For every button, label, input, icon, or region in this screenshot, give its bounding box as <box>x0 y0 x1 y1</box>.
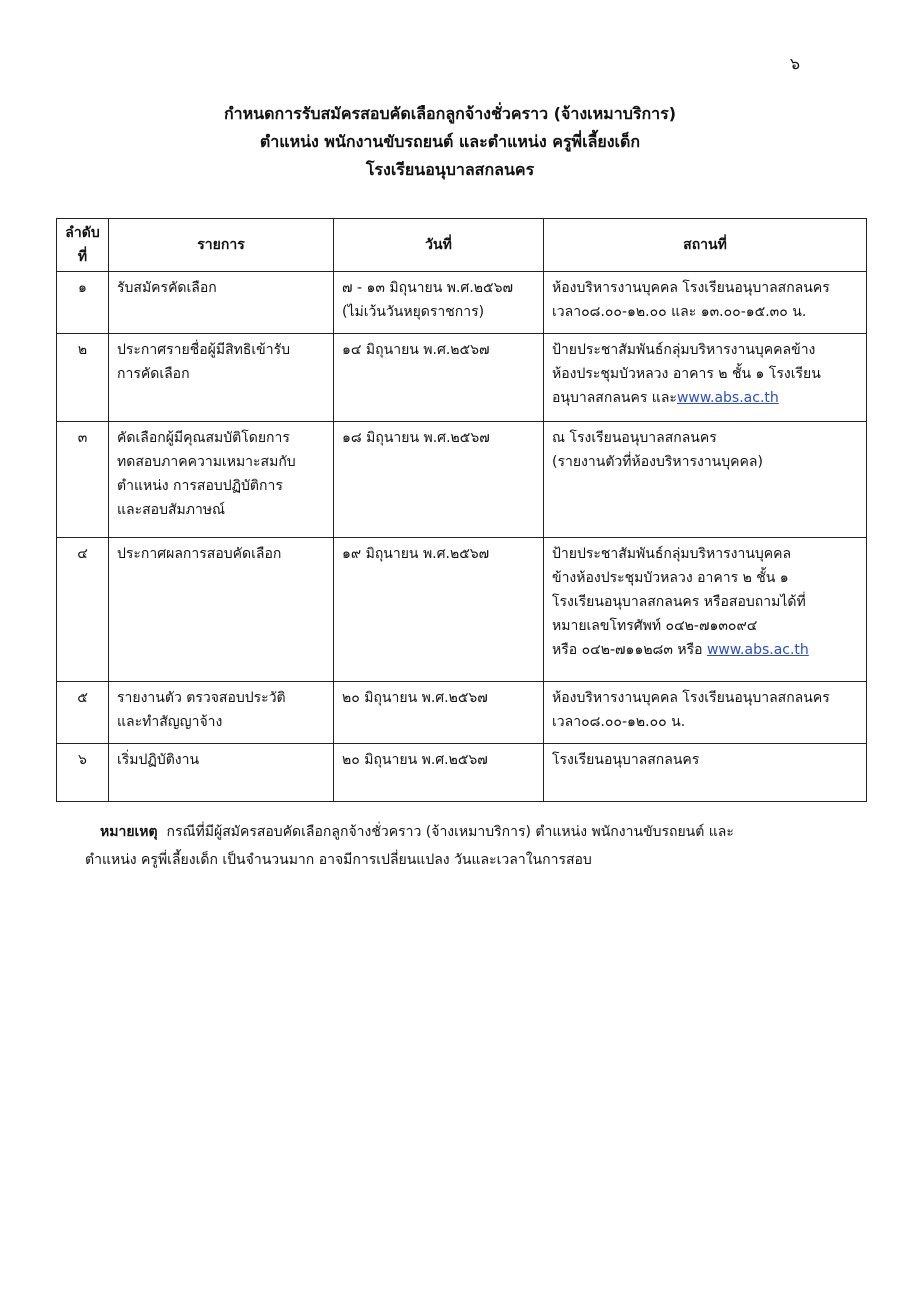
row-item-text: รายงานตัว ตรวจสอบประวัติ <box>117 690 286 706</box>
row-place-line <box>552 542 858 566</box>
row-item-line <box>117 362 325 386</box>
row-place-line <box>552 300 858 324</box>
row-place-text: ป้ายประชาสัมพันธ์กลุ่มบริหารงานบุคคล <box>552 546 792 562</box>
row-item-text: และทำสัญญาจ้าง <box>117 714 223 730</box>
row-place-line <box>552 450 858 474</box>
row-item-line <box>117 686 325 710</box>
row-place-cell <box>544 538 867 682</box>
row-place-text: ห้องบริหารงานบุคคล โรงเรียนอนุบาลสกลนคร <box>552 280 830 296</box>
header-date: วันที่ <box>334 219 544 272</box>
title-line-3: โรงเรียนอนุบาลสกลนคร <box>365 160 535 179</box>
website-link[interactable]: www.abs.ac.th <box>676 390 779 406</box>
row-place-text: หรือ ๐๔๒-๗๑๑๒๘๓ หรือ <box>552 642 707 658</box>
row-place-line <box>552 566 858 590</box>
header-no-line-2: ที่ <box>77 249 88 265</box>
row-place-text: อนุบาลสกลนคร และ <box>552 390 677 406</box>
note-text-1: กรณีที่มีผู้สมัครสอบคัดเลือกลูกจ้างชั่วคราว (จ้างเหมาบริการ) ตำแหน่ง พนักงานขับรถยนต์ และ <box>166 824 734 840</box>
row-item-cell <box>109 682 334 744</box>
row-item-line <box>117 338 325 362</box>
row-date-text: (ไม่เว้นวันหยุดราชการ) <box>342 304 485 320</box>
row-date-line <box>342 300 535 324</box>
row-place-line <box>552 426 858 450</box>
row-place-line <box>552 638 858 662</box>
schedule-body <box>57 272 867 802</box>
row-place-cell <box>544 272 867 334</box>
row-date-cell <box>334 744 544 802</box>
schedule-table <box>56 218 867 802</box>
row-item-line <box>117 474 325 498</box>
row-item-text: รับสมัครคัดเลือก <box>117 280 217 296</box>
row-place-cell <box>544 334 867 422</box>
row-place-line <box>552 710 858 734</box>
row-item-line <box>117 450 325 474</box>
row-place-text: เวลา๐๘.๐๐-๑๒.๐๐ น. <box>552 714 686 730</box>
row-date-text: ๑๙ มิถุนายน พ.ศ.๒๕๖๗ <box>342 546 490 562</box>
website-link[interactable]: www.abs.ac.th <box>706 642 809 658</box>
header-place: สถานที่ <box>544 219 867 272</box>
row-date-text: ๒๐ มิถุนายน พ.ศ.๒๕๖๗ <box>342 690 488 706</box>
row-number: ๕ <box>57 682 109 744</box>
row-date-line <box>342 686 535 710</box>
row-place-text: หมายเลขโทรศัพท์ ๐๔๒-๗๑๓๐๙๔ <box>552 618 758 634</box>
table-row <box>57 422 867 538</box>
row-place-cell <box>544 422 867 538</box>
row-date-cell <box>334 272 544 334</box>
note-label: หมายเหตุ <box>100 824 158 840</box>
row-date-text: ๑๘ มิถุนายน พ.ศ.๒๕๖๗ <box>342 430 490 446</box>
row-item-line <box>117 276 325 300</box>
row-item-text: และสอบสัมภาษณ์ <box>117 502 226 518</box>
row-number: ๒ <box>57 334 109 422</box>
row-place-line <box>552 362 858 386</box>
row-place-line <box>552 386 858 410</box>
row-item-line <box>117 748 325 772</box>
row-place-line <box>552 590 858 614</box>
row-number: ๔ <box>57 538 109 682</box>
page-number: ๖ <box>789 54 800 73</box>
row-item-line <box>117 426 325 450</box>
document-title <box>0 100 900 184</box>
row-item-cell <box>109 744 334 802</box>
row-place-line <box>552 686 858 710</box>
row-item-text: ทดสอบภาคความเหมาะสมกับ <box>117 454 296 470</box>
note-line-2: ตำแหน่ง ครูพี่เลี้ยงเด็ก เป็นจำนวนมาก อาจมีการเปลี่ยนแปลง วันและเวลาในการสอบ <box>85 852 592 868</box>
row-item-cell <box>109 272 334 334</box>
row-item-text: ตำแหน่ง การสอบปฏิบัติการ <box>117 478 283 494</box>
row-place-text: ห้องประชุมบัวหลวง อาคาร ๒ ชั้น ๑ โรงเรียน <box>552 366 821 382</box>
header-no <box>57 219 109 272</box>
row-place-text: ข้างห้องประชุมบัวหลวง อาคาร ๒ ชั้น ๑ <box>552 570 789 586</box>
table-row <box>57 272 867 334</box>
table-header-row <box>57 219 867 272</box>
row-item-text: การคัดเลือก <box>117 366 190 382</box>
table-row <box>57 538 867 682</box>
row-item-cell <box>109 538 334 682</box>
row-date-cell <box>334 682 544 744</box>
row-date-text: ๗ - ๑๓ มิถุนายน พ.ศ.๒๕๖๗ <box>342 280 514 296</box>
header-no-line-1: ลำดับ <box>65 225 100 241</box>
row-date-text: ๑๔ มิถุนายน พ.ศ.๒๕๖๗ <box>342 342 490 358</box>
table-row <box>57 682 867 744</box>
row-place-cell <box>544 744 867 802</box>
row-place-cell <box>544 682 867 744</box>
row-place-line <box>552 748 858 772</box>
table-row <box>57 744 867 802</box>
header-item: รายการ <box>109 219 334 272</box>
row-item-text: ประกาศผลการสอบคัดเลือก <box>117 546 282 562</box>
row-item-cell <box>109 334 334 422</box>
row-place-text: โรงเรียนอนุบาลสกลนคร หรือสอบถามได้ที่ <box>552 594 806 610</box>
row-place-line <box>552 614 858 638</box>
title-line-2: ตำแหน่ง พนักงานขับรถยนต์ และตำแหน่ง ครูพี่เลี้ยงเด็ก <box>259 132 641 151</box>
row-item-text: คัดเลือกผู้มีคุณสมบัติโดยการ <box>117 430 290 446</box>
row-date-cell <box>334 538 544 682</box>
note-block <box>85 818 820 874</box>
row-date-line <box>342 748 535 772</box>
row-date-line <box>342 276 535 300</box>
table-row <box>57 334 867 422</box>
title-line-1: กำหนดการรับสมัครสอบคัดเลือกลูกจ้างชั่วคราว (จ้างเหมาบริการ) <box>223 104 677 123</box>
row-item-text: เริ่มปฏิบัติงาน <box>117 752 200 768</box>
row-place-text: ณ โรงเรียนอนุบาลสกลนคร <box>552 430 717 446</box>
row-date-cell <box>334 422 544 538</box>
row-place-text: ป้ายประชาสัมพันธ์กลุ่มบริหารงานบุคคลข้าง <box>552 342 816 358</box>
row-place-text: ห้องบริหารงานบุคคล โรงเรียนอนุบาลสกลนคร <box>552 690 830 706</box>
row-item-line <box>117 498 325 522</box>
row-item-line <box>117 710 325 734</box>
row-place-line <box>552 276 858 300</box>
row-place-line <box>552 338 858 362</box>
row-number: ๓ <box>57 422 109 538</box>
row-number: ๖ <box>57 744 109 802</box>
note-line-1 <box>100 818 820 846</box>
row-item-line <box>117 542 325 566</box>
row-date-cell <box>334 334 544 422</box>
row-date-line <box>342 542 535 566</box>
row-number: ๑ <box>57 272 109 334</box>
row-place-text: เวลา๐๘.๐๐-๑๒.๐๐ และ ๑๓.๐๐-๑๕.๓๐ น. <box>552 304 807 320</box>
row-date-line <box>342 338 535 362</box>
row-place-text: (รายงานตัวที่ห้องบริหารงานบุคคล) <box>552 454 763 470</box>
row-place-text: โรงเรียนอนุบาลสกลนคร <box>552 752 700 768</box>
row-date-line <box>342 426 535 450</box>
row-item-cell <box>109 422 334 538</box>
row-date-text: ๒๐ มิถุนายน พ.ศ.๒๕๖๗ <box>342 752 488 768</box>
row-item-text: ประกาศรายชื่อผู้มีสิทธิเข้ารับ <box>117 342 291 358</box>
